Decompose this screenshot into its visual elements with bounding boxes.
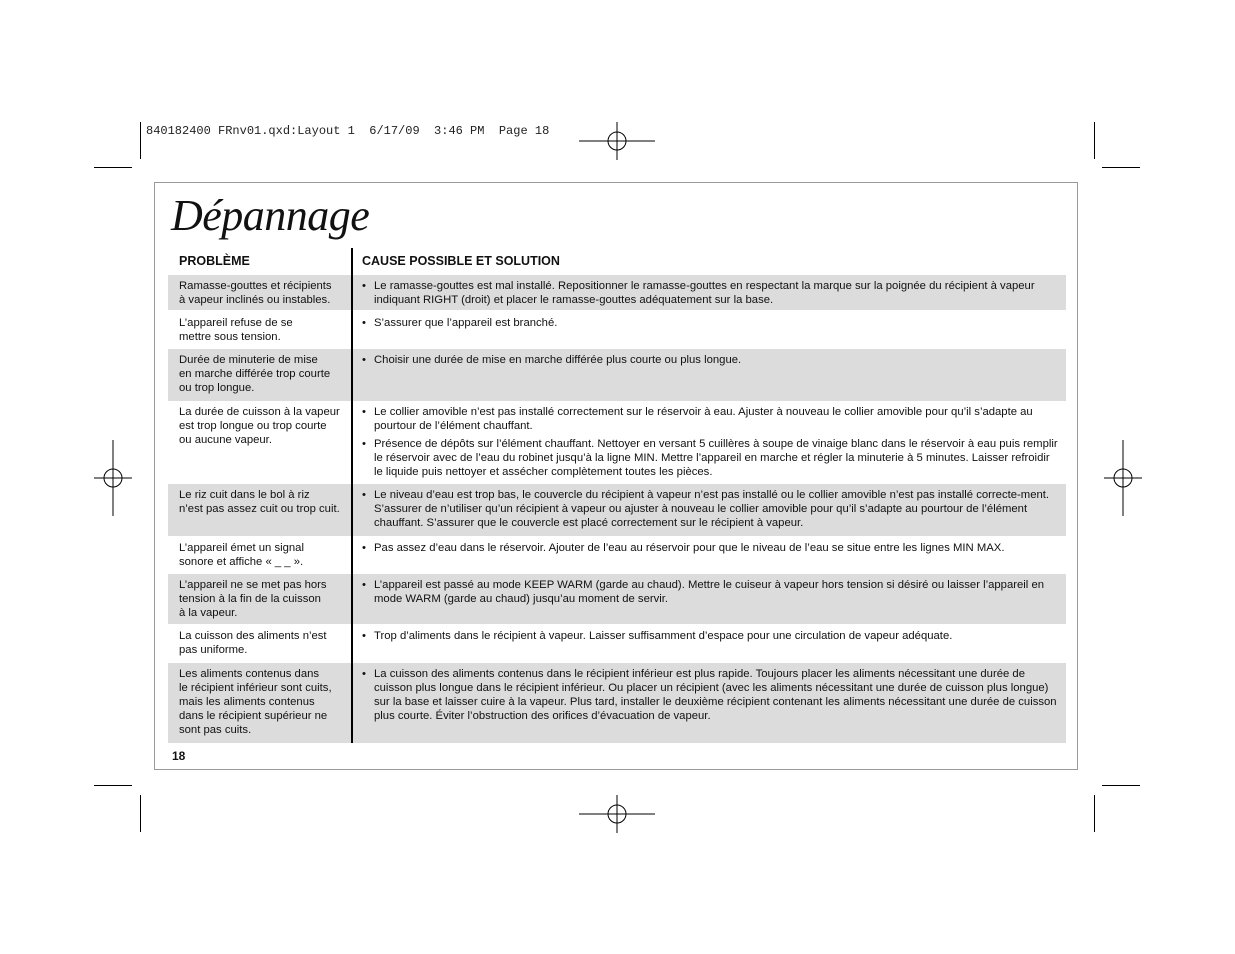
column-header-problem: PROBLÈME	[179, 254, 250, 268]
table-row	[168, 663, 1066, 743]
solution-text: Le ramasse-gouttes est mal installé. Repositionner le ramasse-gouttes en respectant la marque sur la poignée du récipient à vapeur indiquant RIGHT (droit) et placer le ramasse-gouttes adéquatement sur la base.	[374, 280, 1035, 306]
solution-text: Pas assez d’eau dans le réservoir. Ajouter de l’eau au réservoir pour que le niveau de l’eau se situe entre les lignes MIN MAX.	[374, 542, 1005, 554]
column-header-solution: CAUSE POSSIBLE ET SOLUTION	[362, 254, 560, 268]
crop-mark	[94, 167, 132, 168]
bullet-glyph: •	[362, 317, 366, 329]
solution-bullet	[362, 488, 1058, 530]
bullet-glyph: •	[362, 630, 366, 642]
bullet-glyph: •	[362, 542, 366, 554]
problem-cell: L’appareil émet un signal sonore et affiche « _ _ ».	[179, 542, 304, 568]
crop-mark	[140, 795, 141, 832]
bullet-glyph: •	[362, 438, 366, 450]
solution-bullet	[362, 316, 1058, 330]
solution-cell	[362, 279, 1058, 311]
crop-mark	[94, 785, 132, 786]
crop-mark	[140, 122, 141, 159]
solution-bullet	[362, 353, 1058, 367]
solution-text: Le niveau d’eau est trop bas, le couvercle du récipient à vapeur n’est pas installé ou le collier amovible n’est pas installé correcte-ment. S’assurer de n’utiliser qu’un récipient à vapeur ou ajuster à nouveau le collier amovible pour qu’il s’adapte au pourtour de l’élément chauffant. S’assurer que le couvercle est placé correctement sur le récipient à vapeur.	[374, 489, 1050, 529]
table-row	[168, 625, 1066, 663]
solution-bullet	[362, 541, 1058, 555]
solution-bullet	[362, 405, 1058, 433]
table-row	[168, 312, 1066, 348]
solution-bullet	[362, 667, 1058, 723]
problem-cell: Ramasse-gouttes et récipients à vapeur inclinés ou instables.	[179, 280, 332, 306]
solution-cell	[362, 578, 1058, 610]
problem-cell: L’appareil refuse de se mettre sous tension.	[179, 317, 293, 343]
bullet-glyph: •	[362, 280, 366, 292]
bullet-glyph: •	[362, 354, 366, 366]
solution-cell	[362, 629, 1058, 647]
crop-mark	[1102, 785, 1140, 786]
registration-mark-icon	[94, 440, 132, 516]
problem-cell: La durée de cuisson à la vapeur est trop longue ou trop courte ou aucune vapeur.	[179, 406, 340, 446]
registration-mark-icon	[579, 795, 655, 833]
solution-cell	[362, 405, 1058, 483]
table-row	[168, 275, 1066, 310]
problem-cell: La cuisson des aliments n’est pas uniforme.	[179, 630, 327, 656]
page-number: 18	[172, 749, 186, 763]
solution-cell	[362, 316, 1058, 334]
bullet-glyph: •	[362, 489, 366, 501]
bullet-glyph: •	[362, 668, 366, 680]
solution-cell	[362, 488, 1058, 534]
solution-bullet	[362, 578, 1058, 606]
problem-cell: Durée de minuterie de mise en marche différée trop courte ou trop longue.	[179, 354, 331, 394]
column-divider	[351, 248, 353, 743]
crop-mark	[1102, 167, 1140, 168]
crop-mark	[1094, 795, 1095, 832]
solution-text: Présence de dépôts sur l’élément chauffant. Nettoyer en versant 5 cuillères à soupe de vinaige blanc dans le réservoir à eau puis remplir le réservoir avec de l’eau du robinet jusqu’à la ligne MIN. Mettre l’appareil en marche et régler la minuterie à 5 minutes. Laisser refroidir le liquide puis nettoyer et assécher complètement toutes les pièces.	[374, 438, 1058, 478]
solution-bullet	[362, 437, 1058, 479]
table-row	[168, 574, 1066, 624]
problem-cell: L’appareil ne se met pas hors tension à la fin de la cuisson à la vapeur.	[179, 579, 327, 619]
solution-text: Trop d’aliments dans le récipient à vapeur. Laisser suffisamment d’espace pour une circulation de vapeur adéquate.	[374, 630, 953, 642]
page-title: Dépannage	[171, 191, 370, 240]
table-row	[168, 401, 1066, 483]
problem-cell: Les aliments contenus dans le récipient inférieur sont cuits, mais les aliments contenus dans le récipient supérieur ne sont pas cuits.	[179, 668, 332, 736]
registration-mark-icon	[1104, 440, 1142, 516]
solution-text: L’appareil est passé au mode KEEP WARM (garde au chaud). Mettre le cuiseur à vapeur hors tension si désiré ou laisser l’appareil en mode WARM (garde au chaud) jusqu’au moment de servir.	[374, 579, 1045, 605]
solution-cell	[362, 353, 1058, 371]
solution-text: Choisir une durée de mise en marche différée plus courte ou plus longue.	[374, 354, 742, 366]
print-slug-line: 840182400 FRnv01.qxd:Layout 1 6/17/09 3:46 PM Page 18	[146, 124, 550, 138]
solution-cell	[362, 541, 1058, 559]
solution-text: La cuisson des aliments contenus dans le récipient inférieur est plus rapide. Toujours placer les aliments nécessitant une durée de cuisson plus longue dans le récipient inférieur. Ou placer un récipient (avec les aliments nécessitant une durée de cuisson plus longue) sur la base et laisser cuire à la vapeur. Plus tard, installer le deuxième récipient contenant les aliments nécessitant une durée de cuisson plus courte. Éviter l’obstruction des orifices d’évacuation de vapeur.	[374, 668, 1057, 722]
solution-text: Le collier amovible n’est pas installé correctement sur le réservoir à eau. Ajuster à nouveau le collier amovible pour qu’il s’adapte au pourtour de l’élément chauffant.	[374, 406, 1033, 432]
crop-mark	[1094, 122, 1095, 159]
table-row	[168, 484, 1066, 536]
table-row	[168, 537, 1066, 573]
solution-bullet	[362, 629, 1058, 643]
solution-bullet	[362, 279, 1058, 307]
bullet-glyph: •	[362, 579, 366, 591]
solution-cell	[362, 667, 1058, 727]
table-row	[168, 349, 1066, 401]
registration-mark-icon	[579, 122, 655, 160]
solution-text: S’assurer que l’appareil est branché.	[374, 317, 558, 329]
problem-cell: Le riz cuit dans le bol à riz n’est pas assez cuit ou trop cuit.	[179, 489, 340, 515]
bullet-glyph: •	[362, 406, 366, 418]
